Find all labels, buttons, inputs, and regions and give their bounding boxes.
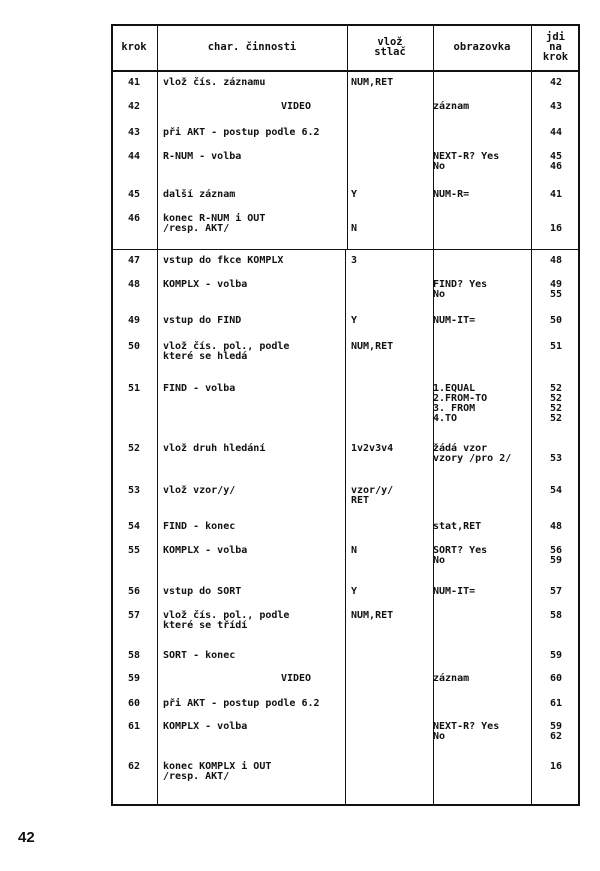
next-step: 16 — [549, 223, 563, 234]
column-separator — [157, 24, 158, 806]
input-keys: NUM,RET — [351, 341, 394, 352]
screen-output: SORT? Yes No — [433, 545, 488, 566]
step-number: 51 — [127, 383, 141, 394]
input-keys: 1v2v3v4 — [351, 443, 394, 454]
next-step: 52 52 52 52 — [549, 383, 563, 424]
activity-description: vlož čís. pol., podle které se hledá — [163, 341, 290, 362]
table-border-left — [111, 24, 113, 806]
next-step: 57 — [549, 586, 563, 597]
step-number: 52 — [127, 443, 141, 454]
screen-output: stat,RET — [433, 521, 482, 532]
input-keys: NUM,RET — [351, 610, 394, 621]
screen-output: NEXT-R? Yes No — [433, 721, 500, 742]
column-separator — [345, 250, 346, 806]
next-step: 59 — [549, 650, 563, 661]
screen-output: NUM-IT= — [433, 586, 476, 597]
step-number: 62 — [127, 761, 141, 772]
next-step: 60 — [549, 673, 563, 684]
activity-description: SORT - konec — [163, 650, 236, 661]
activity-description: vlož čís. záznamu — [163, 77, 266, 88]
input-keys: 3 — [351, 255, 358, 266]
activity-description: VIDEO — [280, 673, 312, 684]
next-step: 49 55 — [549, 279, 563, 300]
activity-description: vstup do FIND — [163, 315, 242, 326]
header-char-cinnosti: char. činnosti — [207, 41, 297, 53]
activity-description: FIND - konec — [163, 521, 236, 532]
next-step: 50 — [549, 315, 563, 326]
step-number: 50 — [127, 341, 141, 352]
step-number: 56 — [127, 586, 141, 597]
screen-output: záznam — [433, 673, 470, 684]
next-step: 43 — [549, 101, 563, 112]
next-step: 42 — [549, 77, 563, 88]
header-krok: krok — [121, 41, 147, 53]
table-border-right — [578, 24, 580, 806]
step-number: 57 — [127, 610, 141, 621]
screen-output: 1.EQUAL 2.FROM-TO 3. FROM 4.TO — [433, 383, 488, 424]
activity-description: vstup do SORT — [163, 586, 242, 597]
step-number: 45 — [127, 189, 141, 200]
activity-description: další záznam — [163, 189, 236, 200]
activity-description: vlož vzor/y/ — [163, 485, 236, 496]
screen-output: záznam — [433, 101, 470, 112]
step-number: 59 — [127, 673, 141, 684]
step-number: 53 — [127, 485, 141, 496]
input-keys: Y — [351, 189, 358, 200]
step-number: 42 — [127, 101, 141, 112]
next-step: 41 — [549, 189, 563, 200]
next-step: 58 — [549, 610, 563, 621]
next-step: 44 — [549, 127, 563, 138]
step-number: 60 — [127, 698, 141, 709]
activity-description: FIND - volba — [163, 383, 236, 394]
column-separator — [347, 70, 348, 250]
next-step: 45 46 — [549, 151, 563, 172]
step-number: 44 — [127, 151, 141, 162]
procedure-table — [111, 24, 580, 806]
group-separator — [111, 249, 580, 250]
header-vloz-stlac: vlož stlač — [374, 36, 406, 58]
screen-output: NUM-R= — [433, 189, 470, 200]
column-separator — [347, 24, 348, 70]
header-obrazovka: obrazovka — [453, 41, 511, 53]
step-number: 54 — [127, 521, 141, 532]
activity-description: KOMPLX - volba — [163, 721, 248, 732]
activity-description: při AKT - postup podle 6.2 — [163, 127, 320, 138]
input-keys: N — [351, 545, 358, 556]
step-number: 58 — [127, 650, 141, 661]
activity-description: KOMPLX - volba — [163, 279, 248, 290]
activity-description: vlož čís. pol., podle které se třídí — [163, 610, 290, 631]
next-step: 51 — [549, 341, 563, 352]
screen-output: žádá vzor vzory /pro 2/ — [433, 443, 512, 464]
input-keys: N — [351, 223, 358, 234]
activity-description: konec R-NUM i OUT /resp. AKT/ — [163, 213, 266, 234]
next-step: 53 — [549, 453, 563, 464]
screen-output: NEXT-R? Yes No — [433, 151, 500, 172]
page-number: 42 — [18, 829, 35, 846]
column-separator — [433, 24, 434, 806]
input-keys: Y — [351, 586, 358, 597]
column-separator — [531, 24, 532, 806]
next-step: 48 — [549, 255, 563, 266]
activity-description: konec KOMPLX i OUT /resp. AKT/ — [163, 761, 272, 782]
activity-description: vstup do fkce KOMPLX — [163, 255, 284, 266]
header-jdi-na-krok: jdi na krok — [542, 31, 569, 63]
step-number: 47 — [127, 255, 141, 266]
activity-description: vlož druh hledání — [163, 443, 266, 454]
next-step: 16 — [549, 761, 563, 772]
activity-description: VIDEO — [280, 101, 312, 112]
table-border-top — [111, 24, 580, 26]
step-number: 41 — [127, 77, 141, 88]
step-number: 43 — [127, 127, 141, 138]
next-step: 54 — [549, 485, 563, 496]
step-number: 61 — [127, 721, 141, 732]
activity-description: KOMPLX - volba — [163, 545, 248, 556]
table-header — [111, 24, 580, 72]
step-number: 49 — [127, 315, 141, 326]
next-step: 59 62 — [549, 721, 563, 742]
next-step: 56 59 — [549, 545, 563, 566]
activity-description: při AKT - postup podle 6.2 — [163, 698, 320, 709]
step-number: 48 — [127, 279, 141, 290]
screen-output: NUM-IT= — [433, 315, 476, 326]
input-keys: NUM,RET — [351, 77, 394, 88]
input-keys: Y — [351, 315, 358, 326]
step-number: 46 — [127, 213, 141, 224]
input-keys: vzor/y/ RET — [351, 485, 394, 506]
next-step: 48 — [549, 521, 563, 532]
step-number: 55 — [127, 545, 141, 556]
activity-description: R-NUM - volba — [163, 151, 242, 162]
screen-output: FIND? Yes No — [433, 279, 488, 300]
next-step: 61 — [549, 698, 563, 709]
